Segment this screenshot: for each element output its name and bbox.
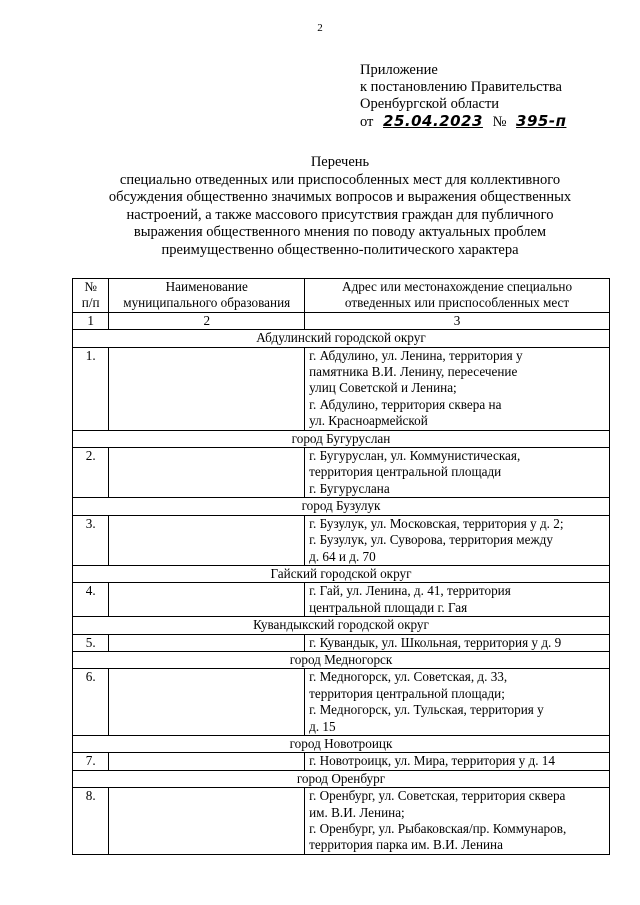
address-cell — [305, 583, 610, 617]
approval-line-3: Оренбургской области — [360, 96, 500, 112]
address-line: г. Оренбург, ул. Советская, территория сквера — [309, 788, 566, 804]
table-row — [73, 515, 610, 565]
colnum-2: 2 — [109, 312, 305, 329]
address-line: г. Медногорск, ул. Советская, д. 33, — [309, 669, 508, 685]
approval-line-1: Приложение — [360, 62, 438, 78]
address-line: г. Бузулук, ул. Московская, территория у д. 2; — [309, 515, 564, 531]
table-row — [73, 669, 610, 736]
column-numbers-row — [73, 312, 610, 329]
colnum-1: 1 — [73, 312, 109, 329]
address-cell — [305, 347, 610, 430]
municipality-cell — [109, 347, 305, 430]
group-row — [73, 565, 610, 582]
ot-label: от — [360, 114, 374, 130]
approval-line-2: к постановлению Правительства — [360, 79, 562, 95]
row-number: 4. — [73, 583, 109, 617]
table-row — [73, 448, 610, 498]
row-number: 5. — [73, 634, 109, 651]
row-number: 7. — [73, 753, 109, 770]
address-line: г. Оренбург, ул. Рыбаковская/пр. Коммунаров, — [309, 821, 567, 836]
group-title: Кувандыкский городской округ — [73, 617, 610, 634]
page-number: 2 — [317, 22, 323, 34]
table-row — [73, 753, 610, 770]
number-label: № — [492, 114, 507, 130]
title-line-5: выражения общественного мнения по поводу актуальных проблем — [133, 224, 547, 241]
municipality-cell — [109, 515, 305, 565]
group-row — [73, 330, 610, 347]
address-line: д. 64 и д. 70 — [309, 548, 376, 564]
address-line: им. В.И. Ленина; — [309, 804, 405, 820]
address-line: г. Бугуруслана — [309, 480, 390, 496]
group-title: Абдулинский городской округ — [73, 330, 610, 347]
group-row — [73, 735, 610, 752]
group-title: город Бузулук — [73, 498, 610, 515]
address-line: ул. Красноармейской — [309, 413, 428, 429]
address-line: территория центральной площади — [309, 464, 502, 480]
table-header-row — [73, 279, 610, 313]
address-cell — [305, 788, 610, 855]
address-line: г. Новотроицк, ул. Мира, территория у д. 14 — [309, 753, 555, 769]
title-line-6: преимущественно общественно-политического характера — [161, 241, 519, 258]
group-title: Гайский городской округ — [73, 565, 610, 582]
address-cell — [305, 515, 610, 565]
group-title: город Медногорск — [73, 651, 610, 668]
document-title — [70, 154, 610, 260]
address-line: памятника В.И. Ленину, пересечение — [309, 364, 518, 380]
group-row — [73, 430, 610, 447]
address-line: территория центральной площади; — [309, 685, 505, 701]
address-line: г. Гай, ул. Ленина, д. 41, территория — [309, 583, 511, 599]
address-line: г. Кувандык, ул. Школьная, территория у д. 9 — [309, 634, 562, 650]
municipality-cell — [109, 583, 305, 617]
row-number: 3. — [73, 515, 109, 565]
row-number: 2. — [73, 448, 109, 498]
places-table — [72, 278, 610, 855]
title-line-3: обсуждения общественно значимых вопросов и выражения общественных — [108, 189, 572, 206]
address-line: г. Абдулино, ул. Ленина, территория у — [309, 347, 523, 363]
title-line-2: специально отведенных или приспособленных мест для коллективного — [119, 171, 561, 188]
address-line: д. 15 — [309, 718, 336, 734]
group-title: город Оренбург — [73, 770, 610, 787]
handwritten-date: 25.04.2023 — [383, 112, 483, 130]
address-cell — [305, 753, 610, 770]
header-address: Адрес или местонахождение специально отведенных или приспособленных мест — [305, 279, 610, 313]
address-line: центральной площади г. Гая — [309, 599, 468, 615]
header-municipality: Наименование муниципального образования — [109, 279, 305, 313]
address-line: территория парка им. В.И. Ленина — [309, 837, 503, 853]
municipality-cell — [109, 448, 305, 498]
address-line: улиц Советской и Ленина; — [309, 380, 457, 396]
address-line: г. Медногорск, ул. Тульская, территория у — [309, 702, 544, 718]
approval-block — [360, 62, 572, 131]
approval-line-date — [360, 113, 572, 131]
address-cell — [305, 448, 610, 498]
header-number: № п/п — [73, 279, 109, 313]
address-cell — [305, 634, 610, 651]
municipality-cell — [109, 788, 305, 855]
table-row — [73, 583, 610, 617]
group-row — [73, 498, 610, 515]
table-body — [73, 330, 610, 855]
address-line: г. Бугуруслан, ул. Коммунистическая, — [309, 448, 521, 464]
group-row — [73, 617, 610, 634]
table-row — [73, 634, 610, 651]
municipality-cell — [109, 669, 305, 736]
title-line-4: настроений, а также массового присутствия граждан для публичного — [126, 206, 554, 223]
table-row — [73, 347, 610, 430]
group-row — [73, 770, 610, 787]
row-number: 1. — [73, 347, 109, 430]
title-line-1: Перечень — [310, 154, 370, 170]
address-line: г. Бузулук, ул. Суворова, территория между — [309, 532, 553, 548]
table-row — [73, 788, 610, 855]
group-title: город Новотроицк — [73, 735, 610, 752]
row-number: 8. — [73, 788, 109, 855]
municipality-cell — [109, 634, 305, 651]
municipality-cell — [109, 753, 305, 770]
group-row — [73, 651, 610, 668]
row-number: 6. — [73, 669, 109, 736]
group-title: город Бугуруслан — [73, 430, 610, 447]
handwritten-number: 395-п — [516, 112, 567, 130]
address-cell — [305, 669, 610, 736]
address-line: г. Абдулино, территория сквера на — [309, 396, 502, 412]
colnum-3: 3 — [305, 312, 610, 329]
